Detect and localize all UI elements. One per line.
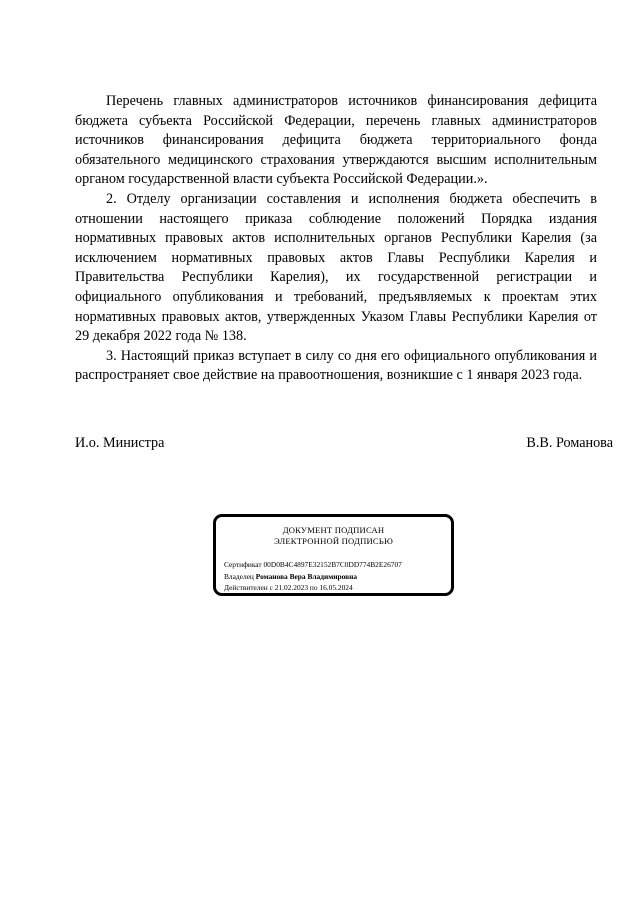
- stamp-validity-line: [224, 582, 450, 594]
- stamp-certificate-label: Сертификат: [224, 560, 262, 569]
- stamp-validity-from-label: с: [269, 583, 273, 592]
- document-body: [75, 92, 597, 386]
- electronic-signature-stamp: [213, 514, 454, 596]
- stamp-validity-from: 21.02.2023: [274, 583, 309, 592]
- paragraph-2: 2. Отделу организации составления и исполнения бюджета обеспечить в отношении настоящего приказа соблюдение положений Порядка издания нормативных правовых актов исполнительных органов Республики Карелия (за исключением нормативных правовых актов Главы Республики Карелия и Правительства Республики Карелия), их государственной регистрации и официального опубликования и требований, предъявляемых к проектам этих нормативных правовых актов, утвержденных Указом Главы Республики Карелия от 29 декабря 2022 года № 138.: [75, 190, 597, 345]
- stamp-owner-value: Романова Вера Владимировна: [255, 571, 358, 581]
- stamp-owner-line: [224, 571, 450, 583]
- stamp-certificate-line: [224, 559, 450, 571]
- stamp-validity-to: 16.05.2024: [319, 583, 353, 592]
- stamp-title-line-1: ДОКУМЕНТ ПОДПИСАН: [282, 525, 385, 535]
- stamp-certificate-value: 00D0B4C4897E32152B7C0DD774B2E26707: [263, 560, 402, 569]
- signatory-name: В.В. Романова: [526, 435, 613, 451]
- stamp-validity-to-label: по: [309, 583, 318, 592]
- signatory-position: И.о. Министра: [75, 435, 165, 451]
- stamp-owner-label: Владелец: [224, 571, 254, 581]
- stamp-validity-label: Действителен: [224, 583, 268, 592]
- paragraph-3: 3. Настоящий приказ вступает в силу со дня его официального опубликования и распространяет свое действие на правоотношения, возникшие с 1 января 2023 года.: [75, 347, 597, 384]
- stamp-title: [216, 525, 451, 547]
- paragraph-1: Перечень главных администраторов источников финансирования дефицита бюджета субъекта Российской Федерации, перечень главных администраторов источников финансирования дефицита бюджета территориального фонда обязательного медицинского страхования утверждаются высшим исполнительным органом государственной власти субъекта Российской Федерации.».: [75, 93, 597, 188]
- stamp-title-line-2: ЭЛЕКТРОННОЙ ПОДПИСЬЮ: [273, 536, 393, 546]
- stamp-details: [224, 559, 450, 594]
- signature-block: [75, 434, 613, 454]
